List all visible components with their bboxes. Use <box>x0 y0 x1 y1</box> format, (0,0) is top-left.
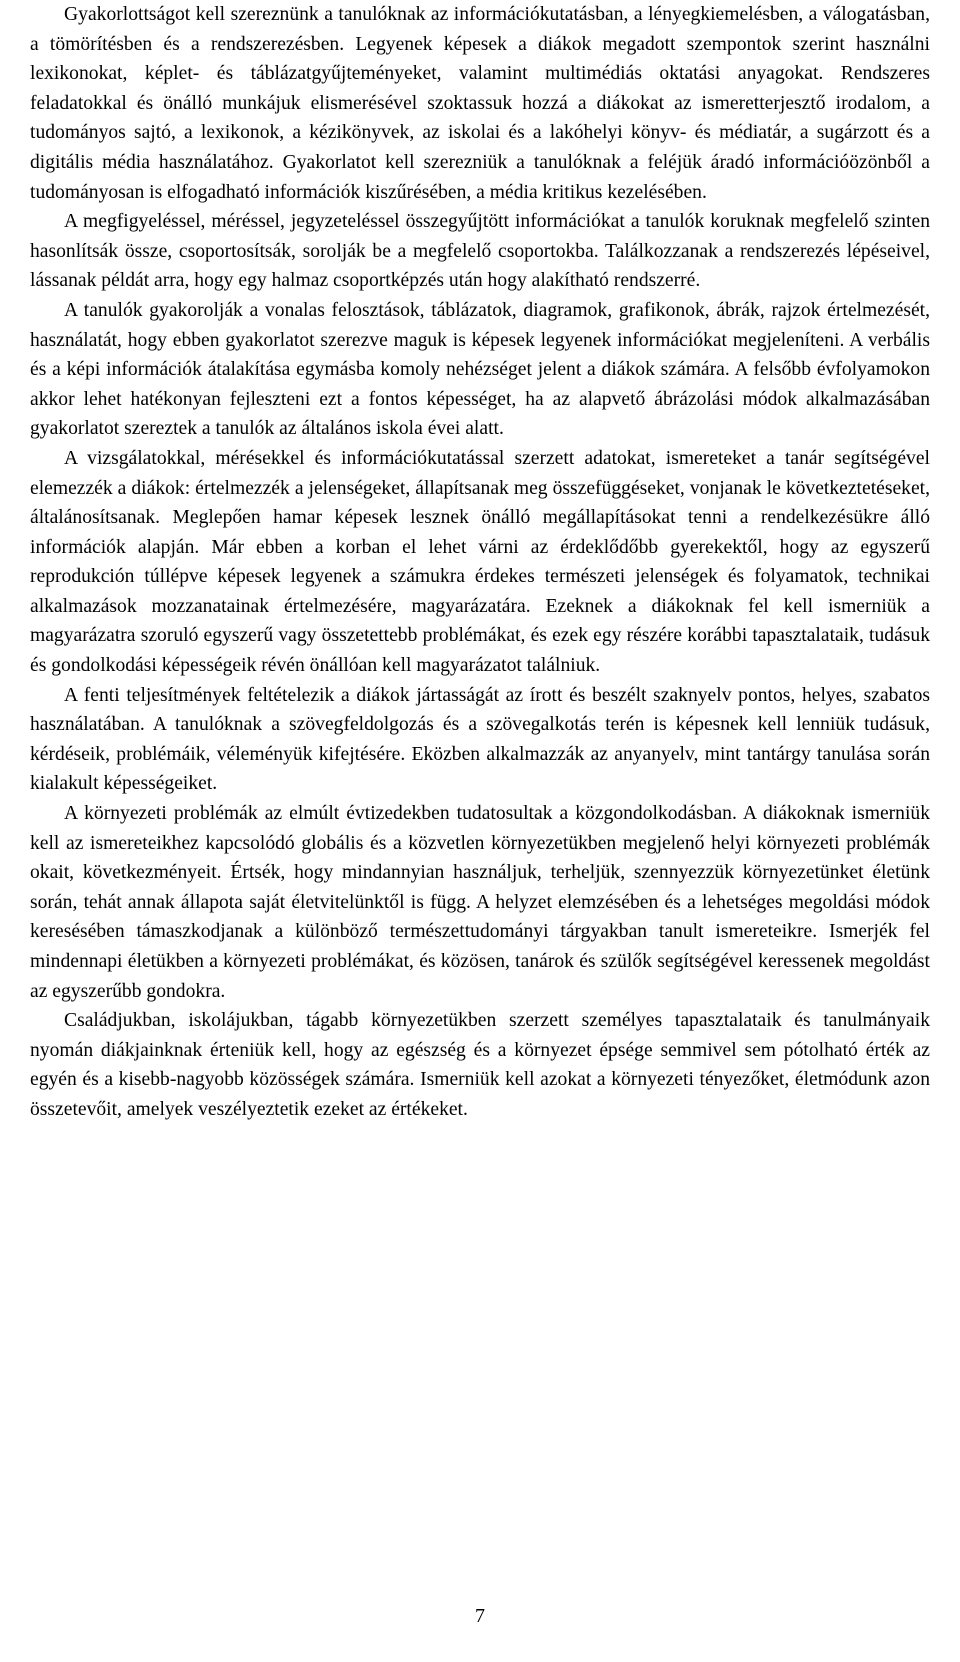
paragraph-4: A vizsgálatokkal, mérésekkel és információkutatással szerzett adatokat, ismereteket a tanár segítségével elemezzék a diákok: értelmezzék a jelenségeket, állapítsanak meg összefüggéseket, vonjanak le következtetéseket, általánosítsanak. Meglepően hamar képesek lesznek önálló megállapításokat tenni a rendelkezésükre álló információk alapján. Már ebben a korban el lehet várni az érdeklődőbb gyerekektől, hogy az egyszerű reprodukción túllépve képesek legyenek a számukra érdekes természeti jelenségek és folyamatok, technikai alkalmazások mozzanatainak értelmezésére, magyarázatára. Ezeknek a diákoknak fel kell ismerniük a magyarázatra szoruló egyszerű vagy összetettebb problémákat, és ezek egy részére korábbi tapasztalataik, tudásuk és gondolkodási képességeik révén önállóan kell magyarázatot találniuk. <box>30 447 930 677</box>
paragraph-2: A megfigyeléssel, méréssel, jegyzeteléssel összegyűjtött információkat a tanulók koruknak megfelelő szinten hasonlítsák össze, csoportosítsák, sorolják be a megfelelő csoportokba. Találkozzanak a rendszerezés lépéseivel, lássanak példát arra, hogy egy halmaz csoportképzés után hogy alakítható rendszerré. <box>30 211 930 292</box>
document-page <box>30 0 930 1125</box>
page-number: 7 <box>475 1605 485 1627</box>
paragraph-3: A tanulók gyakorolják a vonalas felosztások, táblázatok, diagramok, grafikonok, ábrák, rajzok értelmezését, használatát, hogy ebben gyakorlatot szerezve maguk is képesek legyenek információkat megjeleníteni. A verbális és a képi információk átalakítása egymásba komoly nehézséget jelent a diákok számára. A felsőbb évfolyamokon akkor lehet hatékonyan fejleszteni ezt a fontos képességet, ha az alapvető ábrázolási módok alkalmazásában gyakorlatot szereztek a tanulók az általános iskola évei alatt. <box>30 299 930 440</box>
paragraph-7: Családjukban, iskolájukban, tágabb környezetükben szerzett személyes tapasztalataik és tanulmányaik nyomán diákjainknak érteniük kell, hogy az egészség és a környezet épsége semmivel sem pótolható érték az egyén és a kisebb-nagyobb közösségek számára. Ismerniük kell azokat a környezeti tényezőket, életmódunk azon összetevőit, amelyek veszélyeztetik ezeket az értékeket. <box>30 1010 930 1120</box>
paragraph-1: Gyakorlottságot kell szereznünk a tanulóknak az információkutatásban, a lényegkiemelésben, a válogatásban, a tömörítésben és a rendszerezésben. Legyenek képesek a diákok megadott szempontok szerint használni lexikonokat, képlet- és táblázatgyűjteményeket, valamint multimédiás oktatási anyagokat. Rendszeres feladatokkal és önálló munkájuk elismerésével szoktassuk hozzá a diákokat az ismeretterjesztő irodalom, a tudományos sajtó, a lexikonok, a kézikönyvek, az iskolai és a lakóhelyi könyv- és médiatár, a sugárzott és a digitális média használatához. Gyakorlatot kell szerezniük a tanulóknak a feléjük áradó információözönből a tudományosan is elfogadható információk kiszűrésében, a média kritikus kezelésében. <box>30 4 930 203</box>
paragraph-5: A fenti teljesítmények feltételezik a diákok jártasságát az írott és beszélt szaknyelv pontos, helyes, szabatos használatában. A tanulóknak a szövegfeldolgozás és a szövegalkotás terén is képesnek kell lenniük tudásuk, kérdéseik, problémáik, véleményük kifejtésére. Eközben alkalmazzák az anyanyelv, mint tantárgy tanulása során kialakult képességeiket. <box>30 684 930 795</box>
paragraph-6: A környezeti problémák az elmúlt évtizedekben tudatosultak a közgondolkodásban. A diákoknak ismerniük kell az ismereteikhez kapcsolódó globális és a közvetlen környezetükben megjelenő helyi környezeti problémák okait, következményeit. Értsék, hogy mindannyian használjuk, terheljük, szennyezzük környezetünket életünk során, tehát annak állapota saját életvitelünktől is függ. A helyzet elemzésében és a lehetséges megoldási módok keresésében támaszkodjanak a különböző természettudományi tárgyakban tanult ismereteikre. Ismerjék fel mindennapi életükben a környezeti problémákat, és közösen, tanárok és szülők segítségével keressenek megoldást az egyszerűbb gondokra. <box>30 803 930 1002</box>
